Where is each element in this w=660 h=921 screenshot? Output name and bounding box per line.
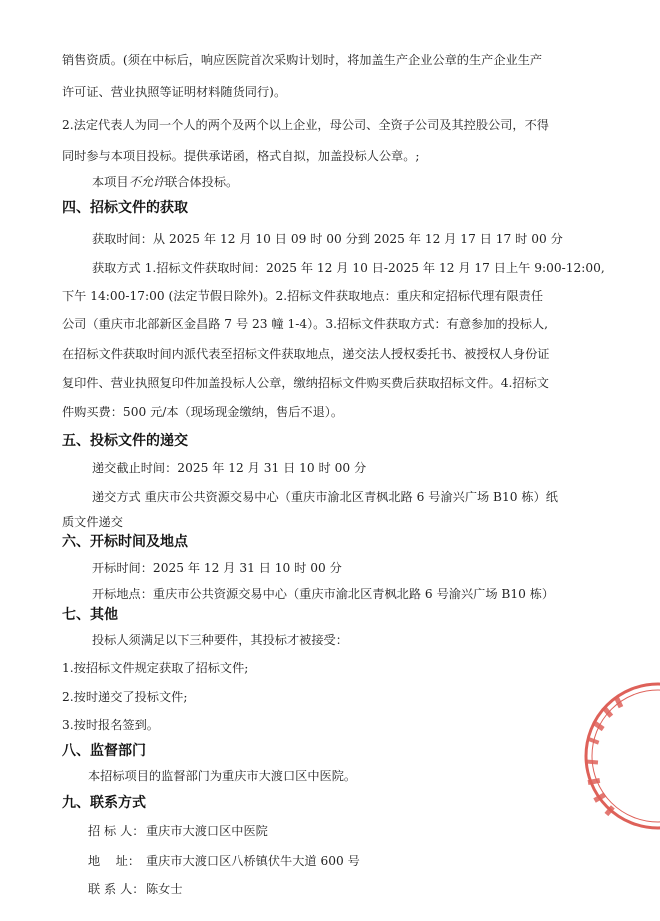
contact-value: 陈女士 [146,882,183,896]
contact-value: 重庆市大渡口区八桥镇伏牛大道 600 号 [146,854,360,868]
section-6-heading: 六、开标时间及地点 [62,534,188,550]
section-7-item: 3.按时报名签到。 [62,718,159,732]
section-6-time: 开标时间：2025 年 12 月 31 日 10 时 00 分 [92,561,342,575]
contact-row [88,881,183,897]
section-8-heading: 八、监督部门 [62,743,146,759]
consortium-pre: 本项目 [92,175,129,189]
section-7-heading: 七、其他 [62,607,118,623]
item2-line-2: 同时参与本项目投标。提供承诺函，格式自拟，加盖投标人公章。; [62,149,420,163]
section-5-method-2: 质文件递交 [62,515,123,529]
contact-value: 重庆市大渡口区中医院 [146,824,268,838]
intro-line-2: 许可证、营业执照等证明材料随货同行)。 [62,85,287,99]
section-4-line: 件购买费：500 元/本（现场现金缴纳，售后不退）。 [62,405,344,419]
section-4-line: 在招标文件获取时间内派代表至招标文件获取地点，递交法人授权委托书、被授权人身份证 [62,347,550,361]
section-7-item: 1.按招标文件规定获取了招标文件; [62,661,249,675]
section-4-time: 获取时间：从 2025 年 12 月 10 日 09 时 00 分到 2025 年 12 月 17 日 17 时 00 分 [92,232,563,246]
consortium-line [92,174,238,190]
section-4-line: 下午 14:00-17:00 (法定节假日除外)。2.招标文件获取地点：重庆和定招标代理有限责任 [62,289,544,303]
section-7-item: 2.按时递交了投标文件; [62,690,188,704]
official-seal-stamp [578,676,660,836]
section-7-intro: 投标人须满足以下三种要件，其投标才被接受： [92,633,348,647]
item2-line-1: 2.法定代表人为同一个人的两个及两个以上企业，母公司、全资子公司及其控股公司，不得 [62,118,549,132]
section-4-line: 获取方式 1.招标文件获取时间：2025 年 12 月 10 日-2025 年 12 月 17 日上午 9:00-12:00, [92,261,605,275]
contact-row [88,823,268,839]
section-5-heading: 五、投标文件的递交 [62,433,188,449]
consortium-emphasis: 不允许 [128,175,166,189]
contact-label: 联 系 人： [88,882,145,896]
contact-label: 地 址： [88,854,141,868]
section-6-place: 开标地点：重庆市公共资源交易中心（重庆市渝北区青枫北路 6 号渝兴广场 B10 栋） [92,587,555,601]
section-9-heading: 九、联系方式 [62,795,146,811]
intro-line-1: 销售资质。(须在中标后，响应医院首次采购计划时，将加盖生产企业公章的生产企业生产 [62,53,543,67]
consortium-post: 联合体投标。 [165,175,239,189]
contact-row [88,853,360,869]
section-4-line: 复印件、营业执照复印件加盖投标人公章，缴纳招标文件购买费后获取招标文件。4.招标文 [62,376,549,390]
section-5-method-1: 递交方式 重庆市公共资源交易中心（重庆市渝北区青枫北路 6 号渝兴广场 B10 栋）纸 [92,490,558,504]
section-4-line: 公司（重庆市北部新区金昌路 7 号 23 幢 1-4）。3.招标文件获取方式：有意参加的投标人, [62,317,549,331]
section-8-text: 本招标项目的监督部门为重庆市大渡口区中医院。 [88,769,357,783]
section-5-deadline: 递交截止时间：2025 年 12 月 31 日 10 时 00 分 [92,461,367,475]
section-4-heading: 四、招标文件的获取 [62,200,188,216]
contact-label: 招 标 人： [88,824,145,838]
